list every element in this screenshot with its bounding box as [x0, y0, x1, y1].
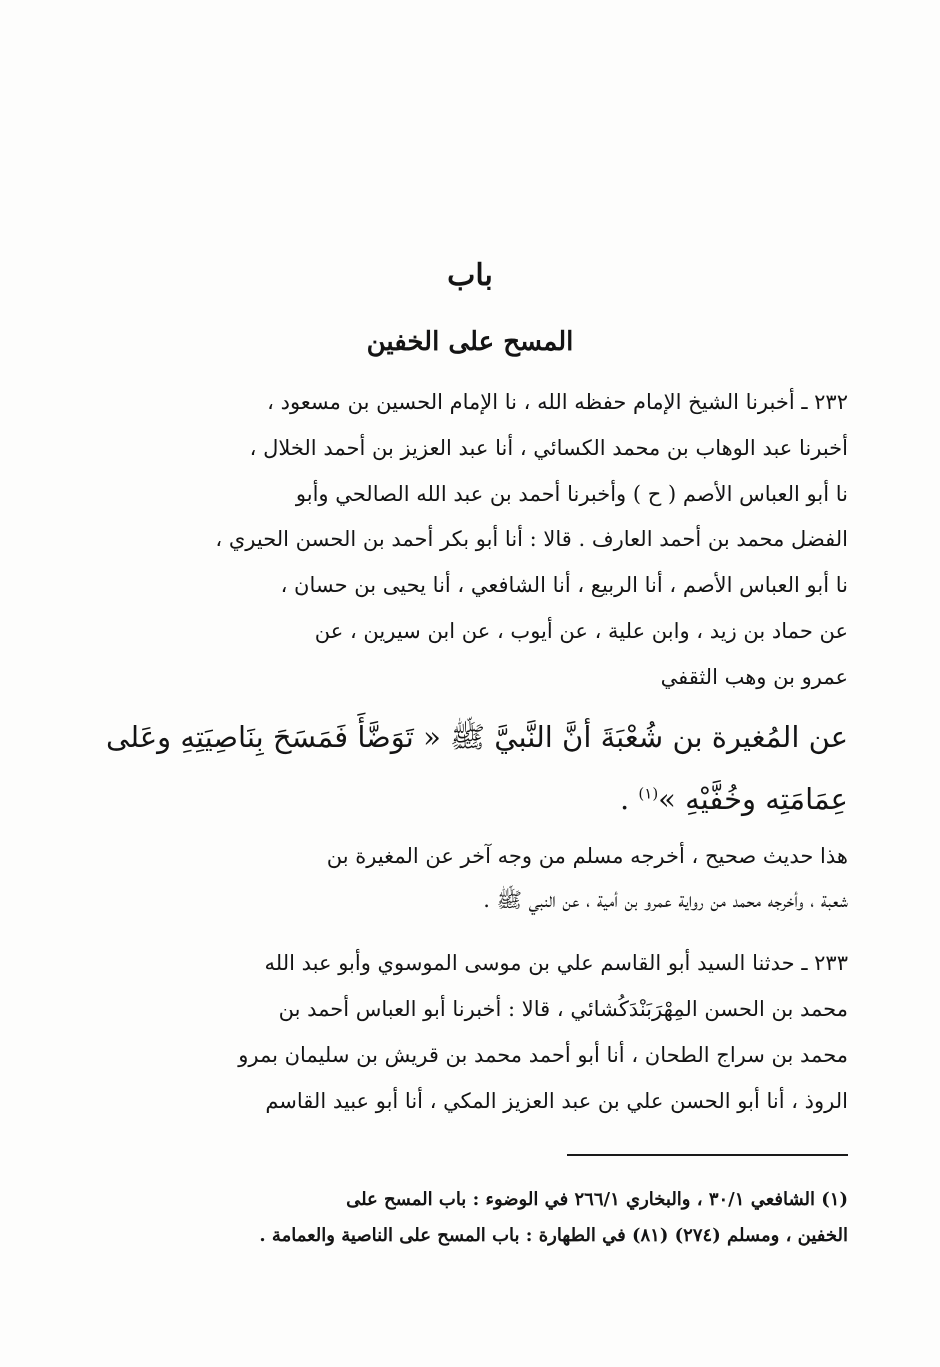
chapter-title: المسح على الخفين [366, 327, 574, 357]
matn-line-2-end: . [619, 782, 639, 816]
footnote-marker[interactable]: (١) [638, 784, 659, 803]
hadith-232-matn [106, 706, 848, 830]
hadith-232-comment [186, 834, 848, 922]
hadith-232-line-3: نا أبو العباس الأصم ( ح ) وأخبرنا أحمد بن عبد الله الصالحي وأبو [295, 481, 848, 506]
hadith-232-line-7: عمرو بن وهب الثقفي [660, 664, 848, 689]
hadith-233-line-1: ٢٣٣ ـ حدثنا السيد أبو القاسم علي بن موسى الموسوي وأبو عبد الله [264, 951, 848, 975]
matn-line-2-text: عِمَامَتِه وخُفَّيْهِ » [658, 782, 848, 816]
matn-line-1: عن المُغيرة بن شُعْبَةَ أنَّ النَّبيَّ ﷺ « تَوَضَّأَ فَمَسَحَ بِنَاصِيَتِهِ وعَلى [106, 720, 848, 754]
hadith-233-isnad [186, 940, 848, 1124]
comment-line-1: هذا حديث صحيح ، أخرجه مسلم من وجه آخر عن المغيرة بن [326, 844, 848, 868]
footnote-divider [567, 1154, 848, 1156]
chapter-heading-word: باب [447, 258, 493, 293]
hadith-232-line-6: عن حماد بن زيد ، وابن علية ، عن أيوب ، عن ابن سيرين ، عن [314, 618, 848, 643]
footnote-line-2: الخفين ، ومسلم (٢٧٤) (٨١) في الطهارة : باب المسح على الناصية والعمامة . [259, 1225, 848, 1246]
matn-line-2 [186, 768, 848, 830]
hadith-232-line-5: نا أبو العباس الأصم ، أنا الربيع ، أنا الشافعي ، أنا يحيى بن حسان ، [280, 573, 848, 598]
comment-line-2: شعبة ، وأخرجه محمد من رواية عمرو بن أمية ، عن النبي ﷺ . [483, 888, 848, 912]
hadith-233-line-4: الروذ ، أنا أبو الحسن علي بن عبد العزيز المكي ، أنا أبو عبيد القاسم [265, 1089, 848, 1113]
hadith-232-line-2: أخبرنا عبد الوهاب بن محمد الكسائي ، أنا عبد العزيز بن أحمد الخلال ، [249, 435, 848, 460]
hadith-232-isnad [186, 380, 848, 701]
hadith-233-line-3: محمد بن سراج الطحان ، أنا أبو أحمد محمد بن قريش بن سليمان بمرو [238, 1043, 848, 1067]
hadith-233-line-2: محمد بن الحسن المِهْرَبَنْدَكُشائي ، قالا : أخبرنا أبو العباس أحمد بن [278, 997, 848, 1021]
hadith-232-line-1: ٢٣٢ ـ أخبرنا الشيخ الإمام حفظه الله ، نا الإمام الحسين بن مسعود ، [267, 390, 848, 414]
footnote [186, 1182, 848, 1254]
footnote-line-1: (١) الشافعي ٣٠/١ ، والبخاري ٢٦٦/١ في الوضوء : باب المسح على [346, 1189, 848, 1210]
hadith-232-line-4: الفضل محمد بن أحمد العارف . قالا : أنا أبو بكر أحمد بن الحسن الحيري ، [215, 527, 848, 552]
